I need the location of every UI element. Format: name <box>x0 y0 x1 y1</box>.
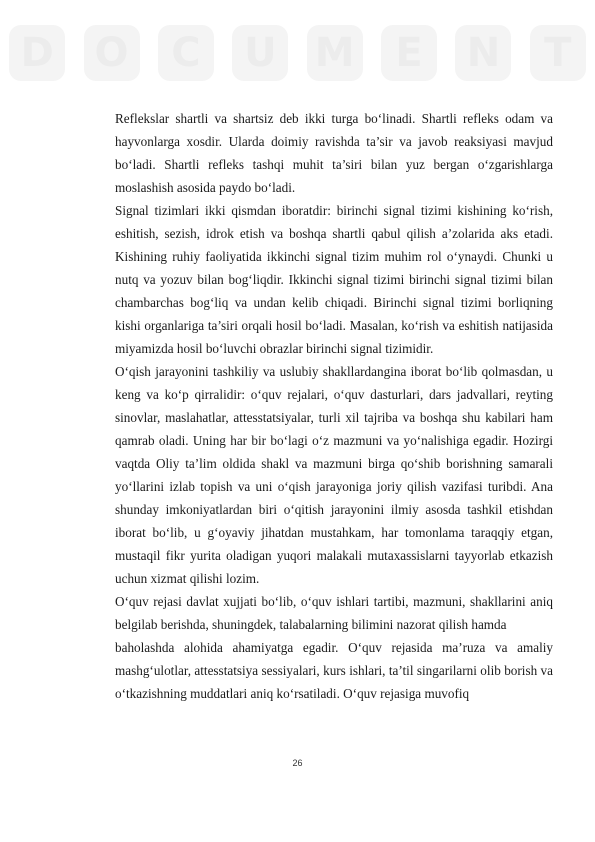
watermark-tile: U <box>232 25 288 81</box>
document-body <box>115 107 553 705</box>
paragraph-curriculum-continued: baholashda alohida ahamiyatga egadir. O‘quv rejasida ma’ruza va amaliy mashg‘ulotlar, attesstatsiya sessiyalari, kurs ishlari, ta’til singarilarni olib borish va o‘tkazishning muddatlari aniq ko‘rsatiladi. O‘quv rejasiga muvofiq <box>115 640 553 701</box>
paragraph-signal-systems: Signal tizimlari ikki qismdan iboratdir: birinchi signal tizimi kishining ko‘rish, eshitish, sezish, idrok etish va boshqa shartli qabul qilish a’zolarida aks etadi. Kishining ruhiy faoliyatida ikkinchi signal tizim muhim rol o‘ynaydi. Chunki u nutq va yozuv bilan bog‘liqdir. Ikkinchi signal tizimi birinchi signal tizimi bilan chambarchas bog‘liq va undan kelib chiqadi. Birinchi signal tizimi borliqning kishi organlariga ta’siri orqali hosil bo‘ladi. Masalan, ko‘rish va eshitish natijasida miyamizda hosil bo‘luvchi obrazlar birinchi signal tizimidir. <box>115 203 553 356</box>
watermark-tile: C <box>158 25 214 81</box>
watermark-tile: M <box>307 25 363 81</box>
watermark-tile: O <box>84 25 140 81</box>
watermark <box>0 18 595 88</box>
paragraph-reflexes: Reflekslar shartli va shartsiz deb ikki turga bo‘linadi. Shartli refleks odam va hayvonlarga xosdir. Ularda doimiy ravishda ta’sir va javob reaksiyasi mavjud bo‘ladi. Shartli refleks tashqi muhit ta’siri bilan yuz bergan o‘zgarishlarga moslashish asosida paydo bo‘ladi. <box>115 111 553 195</box>
paragraph-curriculum: O‘quv rejasi davlat xujjati bo‘lib, o‘quv ishlari tartibi, mazmuni, shakllarini aniq belgilab berishda, shuningdek, talabalarning bilimini nazorat qilish hamda <box>115 594 553 632</box>
watermark-tile: T <box>530 25 586 81</box>
paragraph-study-process: O‘qish jarayonini tashkiliy va uslubiy shakllardangina iborat bo‘lib qolmasdan, u keng va ko‘p qirralidir: o‘quv rejalari, o‘quv dasturlari, dars jadvallari, reyting sinovlar, maslahatlar, attesstatsiyalar, turli xil tajriba va boshqa shu kabilari ham qamrab oladi. Uning har bir bo‘lagi o‘z mazmuni va yo‘nalishiga egadir. Hozirgi vaqtda Oliy ta’lim oldida shakl va mazmuni birga qo‘shib borishning samarali yo‘llarini izlab topish va uni o‘qish jarayoniga joriy qilish vazifasi turibdi. Ana shunday imkoniyatlardan biri o‘qitish jarayonini ilmiy asosda tashkil etishdan iborat bo‘lib, u g‘oyaviy jihatdan mustahkam, har tomonlama taraqqiy etgan, mustaqil fikr yurita oladigan yuqori malakali mutaxassislarni tayyorlab etkazish uchun xizmat qilishi lozim. <box>115 364 553 586</box>
watermark-tile: N <box>455 25 511 81</box>
page-number: 26 <box>292 758 303 768</box>
watermark-tile: E <box>381 25 437 81</box>
watermark-tile: D <box>9 25 65 81</box>
